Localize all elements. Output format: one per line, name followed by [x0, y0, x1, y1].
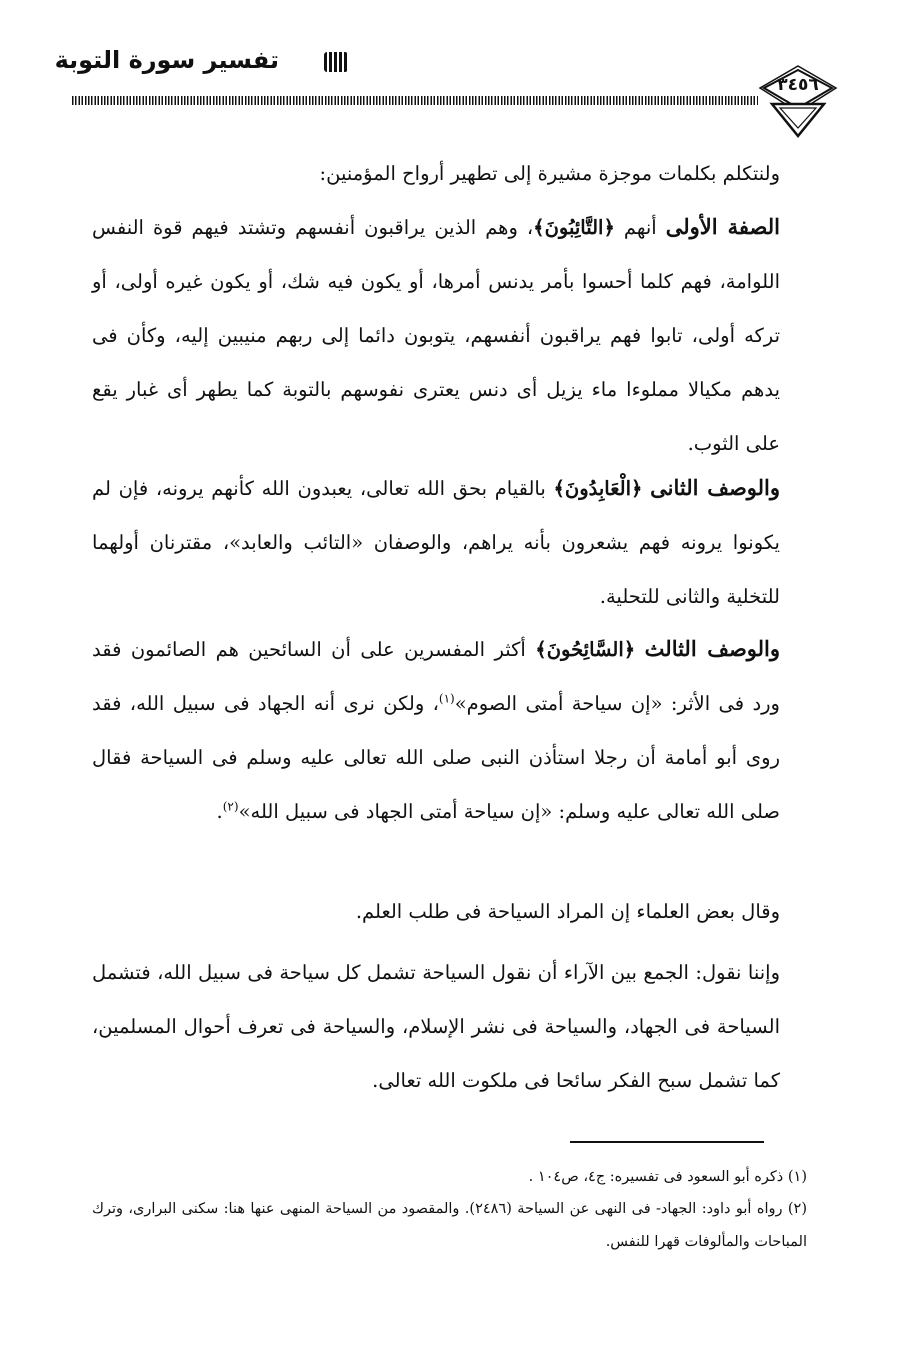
- running-header-title: تفسير سورة التوبة: [54, 46, 279, 74]
- paragraph-second-attribute: [92, 461, 780, 624]
- page-number: ٣٤٥٦: [777, 75, 819, 95]
- paragraph-text: بالقيام بحق الله تعالى، يعبدون الله كأنهم يرونه، فإن لم يكونوا يرونه فهم يشعرون بأنه يراهم، والوصفان «التائب والعابد»، مقترنان أولهما للتخلية والثانى للتحلية.: [92, 477, 780, 608]
- paragraph-first-attribute: [92, 200, 780, 471]
- intro-paragraph: ولنتكلم بكلمات موجزة مشيرة إلى تطهير أرواح المؤمنين:: [319, 162, 780, 185]
- paragraph-text: .: [216, 800, 223, 823]
- footnote-ref-1[interactable]: (١): [438, 691, 455, 706]
- paragraph-conclusion: وإننا نقول: الجمع بين الآراء أن نقول السياحة تشمل كل سياحة فى سبيل الله، فتشمل السياحة فى الجهاد، والسياحة فى نشر الإسلام، والسياحة فى تعرف أحوال المسلمين، كما تشمل سبح الفكر سائحا فى ملكوت الله تعالى.: [92, 961, 780, 1092]
- paragraph-lead: والوصف الثالث: [644, 636, 780, 661]
- footnote-rule: [570, 1141, 764, 1143]
- paragraph-text: ، ولكن نرى أنه الجهاد فى سبيل الله، فقد روى أبو أمامة أن رجلا استأذن النبى صلى الله تعالى عليه وسلم فى السياحة فقال صلى الله تعالى عليه وسلم: «إن سياحة أمتى الجهاد فى سبيل الله»: [92, 692, 780, 823]
- footnote-2: (٢) رواه أبو داود: الجهاد- فى النهى عن السياحة (٢٤٨٦). والمقصود من السياحة المنهى عنها هنا: سكنى البرارى، وترك المباحات والمألوفات قهرا للنفس.: [92, 1201, 807, 1250]
- header-rule: [72, 96, 758, 105]
- paragraph-text: أكثر المفسرين على أن السائحين هم الصائمون فقد ورد فى الأثر: «إن سياحة أمتى الصوم»: [92, 638, 780, 715]
- paragraph-scholars: وقال بعض العلماء إن المراد السياحة فى طلب العلم.: [355, 900, 780, 923]
- quran-quote: ﴿التَّائِبُونَ﴾: [533, 216, 615, 239]
- paragraph-third-attribute: [92, 622, 780, 839]
- quran-quote: ﴿السَّائِحُونَ﴾: [535, 638, 636, 661]
- footnote-ref-2[interactable]: (٢): [222, 799, 239, 814]
- header-ornament-icon: [324, 52, 348, 72]
- paragraph-text: ، وهم الذين يراقبون أنفسهم وتشتد فيهم قوة النفس اللوامة، فهم كلما أحسوا بأمر يدنس أمرها، أو يكون فيه شك، أو يكون غيره أولى، أو تركه أولى، تابوا فهم يراقبون أنفسهم، يتوبون دائما إلى ربهم منيبين إليه، وكأن فى يدهم مكيالا مملوءا ماء يزيل أى دنس يعترى نفوسهم بالتوبة كما يطهر أى غبار يقع على الثوب.: [92, 216, 780, 455]
- paragraph-text: أنهم: [623, 216, 657, 239]
- footnote-1: (١) ذكره أبو السعود فى تفسيره: ج٤، ص١٠٤ .: [528, 1169, 807, 1185]
- paragraph-lead: والوصف الثانى: [650, 475, 781, 500]
- paragraph-lead: الصفة الأولى: [665, 214, 781, 239]
- quran-quote: ﴿الْعَابِدُونَ﴾: [553, 477, 643, 500]
